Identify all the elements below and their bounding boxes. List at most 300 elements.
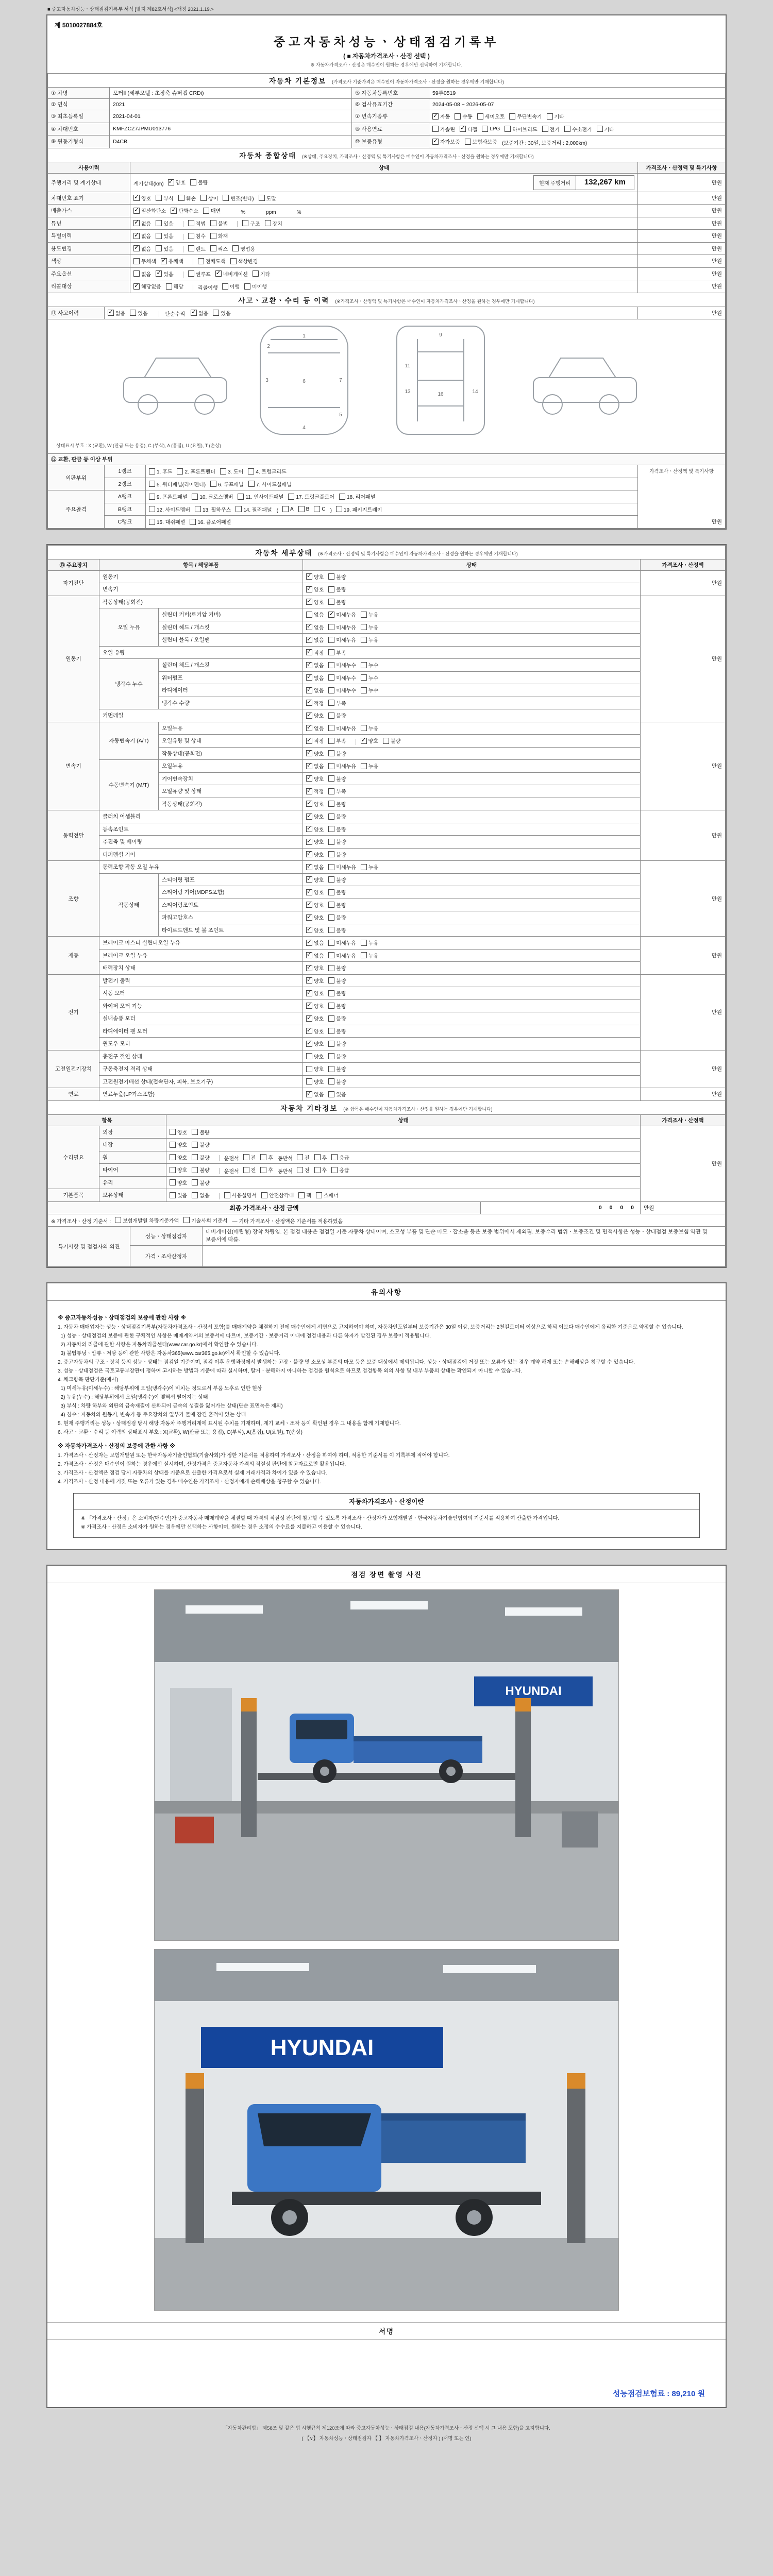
page-title: 중고자동차성능ㆍ상태점검기록부: [273, 35, 500, 48]
checkbox-label: 부족: [336, 650, 346, 656]
checkbox-label: 양호: [314, 714, 324, 719]
checkbox-icon: [282, 506, 289, 512]
price-cell: 만원: [640, 1050, 725, 1088]
checkbox-item: [156, 232, 173, 240]
checkbox-item: [210, 245, 228, 252]
item-checks: [303, 747, 641, 760]
checkbox-item: [192, 1128, 209, 1136]
checkbox-label: 양호: [314, 991, 324, 997]
etc-header-title: 자동차 기타정보: [280, 1104, 338, 1112]
checkbox-icon: [328, 649, 334, 655]
checkbox-label: 6. 루프패널: [218, 482, 244, 488]
checkbox-label: 장치: [272, 221, 282, 227]
checkbox-label: 누유: [368, 638, 379, 643]
checkbox-item: [361, 724, 378, 732]
item-checks: [303, 1088, 641, 1101]
item-checks: [303, 1075, 641, 1088]
etc-section-header: [48, 1100, 726, 1114]
checkbox-label: 4. 트렁크리드: [256, 469, 287, 475]
row-checks: [166, 1139, 641, 1151]
detail-row: [48, 937, 726, 950]
item-checks: [303, 924, 641, 937]
checkbox-label: 누수: [368, 663, 379, 669]
checkbox-checked-icon: [432, 113, 439, 120]
inline-text: 운전석: [224, 1168, 239, 1175]
checkbox-icon: [288, 494, 294, 500]
summary-row: [48, 192, 726, 205]
checkbox-icon: [244, 283, 250, 290]
checkbox-label: 스패너: [323, 1193, 339, 1199]
price-cell: 만원: [640, 974, 725, 1050]
checkbox-icon: [210, 233, 216, 239]
checkbox-label: C: [322, 506, 326, 512]
checkbox-item: [306, 775, 324, 783]
checkbox-icon: [331, 1167, 338, 1173]
row-checks: [166, 1126, 641, 1139]
item-label: 와이퍼 모터 기능: [99, 999, 303, 1012]
item-checks: [303, 911, 641, 924]
col-item: 항목 / 해당부품: [99, 559, 303, 570]
item-checks: [303, 608, 641, 621]
checkbox-label: 불량: [336, 1016, 346, 1022]
checkbox-icon: [170, 1129, 176, 1135]
col-state: 상태: [166, 1114, 641, 1126]
checkbox-label: 없음: [314, 663, 324, 669]
checkbox-icon: [361, 637, 367, 643]
price-cell: 만원: [640, 596, 725, 722]
checkbox-icon: [316, 1192, 322, 1198]
checkbox-icon: [328, 674, 334, 681]
checkbox-icon: [328, 624, 334, 630]
checkbox-icon: [328, 738, 334, 744]
checkbox-icon: [306, 1066, 312, 1072]
checkbox-label: 미세누유: [336, 726, 356, 732]
row-checks: [166, 1151, 641, 1164]
checkbox-item: [238, 493, 283, 500]
checkbox-label: 부족: [336, 739, 346, 744]
checkbox-label: 불량: [336, 840, 346, 845]
checkbox-label: 불법: [217, 221, 228, 227]
checkbox-icon: [328, 801, 334, 807]
inline-text: 동반석: [277, 1168, 293, 1175]
checkbox-label: 없음: [314, 764, 324, 770]
checkbox-icon: [336, 506, 342, 512]
checkbox-checked-icon: [306, 902, 312, 908]
checkbox-label: 세미오토: [484, 114, 505, 120]
inspector-label: 성능ㆍ상태점검자: [130, 1227, 203, 1246]
checkbox-item: [547, 112, 564, 120]
checkbox-item: [361, 952, 378, 959]
checkbox-label: 부족: [336, 701, 346, 707]
divider: [237, 221, 238, 227]
notice-paragraph: 6. 사고ㆍ교환ㆍ수리 등 이력의 상태표시 부호 : X(교환), W(판금 또는 용접), C(부식), A(흠집), U(요철), T(손상): [58, 1430, 303, 1436]
checkbox-icon: [198, 258, 204, 264]
checkbox-item: [297, 1154, 310, 1161]
checkbox-label: 누유: [368, 941, 379, 946]
row-checks: [130, 192, 638, 205]
exchange-row: [48, 465, 726, 478]
checkbox-item: [361, 762, 378, 770]
inspection-photo-1: [154, 1589, 619, 1941]
checkbox-label: A: [290, 506, 294, 512]
checkbox-icon: [564, 126, 570, 132]
checkbox-label: 불량: [336, 991, 346, 997]
checkbox-label: 불량: [336, 928, 346, 934]
item-checks: [303, 836, 641, 849]
checkbox-label: 미이행: [251, 284, 267, 290]
checkbox-item: [192, 1141, 209, 1148]
checkbox-label: 불량: [336, 903, 346, 909]
checkbox-item: [328, 876, 346, 884]
device-group-label: 동력전달: [48, 810, 99, 861]
checkbox-icon: [192, 1129, 198, 1135]
checkbox-label: 보험개발원 차량기준가액: [123, 1218, 179, 1224]
checkbox-checked-icon: [133, 195, 140, 201]
checkbox-label: 수소전기: [572, 127, 592, 133]
item-label: 오일누유: [159, 760, 303, 773]
checkbox-item: [328, 674, 356, 682]
exchange-row: [48, 503, 726, 516]
checkbox-item: [328, 964, 346, 972]
checkbox-icon: [328, 573, 334, 580]
checkbox-item: [192, 1191, 209, 1199]
checkbox-icon: [243, 1167, 249, 1173]
checkbox-label: 10. 크로스멤버: [199, 495, 233, 500]
checkbox-label: 누유: [368, 764, 379, 770]
etc-row: [48, 1164, 726, 1177]
checkbox-item: [331, 1166, 349, 1174]
zone-number: 9: [439, 332, 442, 338]
item-label: 실린더 커버(로커암 커버): [159, 608, 303, 621]
price-cell: 만원: [640, 1088, 725, 1101]
vehicle-damage-diagram: [116, 321, 657, 439]
sub-group-label: 냉각수 누수: [99, 659, 159, 709]
checkbox-icon: [361, 662, 367, 668]
checkbox-icon: [328, 902, 334, 908]
checkbox-item: [328, 939, 356, 946]
checkbox-item: [188, 219, 206, 227]
model-year-value: 2021: [110, 99, 352, 110]
appraisal-definition-body: [74, 1510, 699, 1537]
zone-number: 16: [438, 392, 444, 397]
checkbox-label: 렌트: [195, 246, 206, 252]
checkbox-item: [156, 219, 173, 227]
device-group-label: 조향: [48, 861, 99, 937]
detail-row: [48, 722, 726, 735]
item-checks: [303, 735, 641, 748]
price-cell: 만원: [640, 570, 725, 596]
checkbox-label: 있음: [138, 311, 148, 317]
checkbox-icon: [328, 965, 334, 971]
checkbox-checked-icon: [306, 990, 312, 996]
divider: [219, 1168, 220, 1174]
checkbox-item: [306, 585, 324, 593]
checkbox-label: 해당: [173, 284, 183, 290]
device-group-label: 고전원전기장치: [48, 1050, 99, 1088]
etc-table: [47, 1100, 726, 1202]
checkbox-item: [190, 178, 208, 186]
plate-number-value: 59루0519: [429, 88, 726, 99]
checkbox-item: [306, 800, 324, 808]
card-main-info: [46, 14, 727, 530]
checkbox-label: 없음: [314, 638, 324, 643]
checkbox-item: [170, 1154, 187, 1161]
checkbox-label: 응급: [339, 1155, 349, 1161]
item-label: 작동상태(공회전): [99, 596, 303, 608]
checkbox-icon: [170, 1167, 176, 1173]
checkbox-icon: [477, 113, 483, 120]
etc-row: [48, 1139, 726, 1151]
etc-group: 기본품목: [48, 1189, 99, 1202]
final-price-unit: 만원: [641, 1201, 726, 1214]
checkbox-item: [306, 649, 324, 656]
checkbox-label: 없음: [314, 726, 324, 732]
checkbox-checked-icon: [306, 649, 312, 655]
detail-row: [48, 810, 726, 823]
checkbox-item: [223, 194, 254, 202]
item-label: 원동기: [99, 570, 303, 583]
checkbox-label: 없음: [314, 675, 324, 682]
item-label: 실내송풍 모터: [99, 1012, 303, 1025]
vehicle-name-value: 포터Ⅱ (세부모델 : 초장축 슈퍼캡 CRDi): [110, 88, 352, 99]
checkbox-item: [161, 257, 183, 265]
checkbox-label: 불량: [336, 815, 346, 820]
basic-row: [48, 110, 726, 123]
summary-row: [48, 205, 726, 217]
notice-subtitle-1: ※ 중고자동차성능ㆍ상태점검의 보증에 관한 사항 ※: [58, 1315, 187, 1321]
checkbox-label: 양호: [314, 574, 324, 581]
row-checks: [130, 205, 638, 217]
row-label: 튜닝: [48, 217, 130, 230]
checkbox-item: [177, 467, 215, 475]
checkbox-label: 디젤: [467, 127, 478, 133]
inline-text: 리콜이행: [197, 285, 218, 291]
checkbox-icon: [248, 481, 255, 487]
notice-section-header: [47, 1283, 726, 1301]
item-label: 시동 모터: [99, 987, 303, 1000]
device-group-label: 변속기: [48, 722, 99, 810]
checkbox-icon: [542, 126, 548, 132]
transmission-checks: [429, 110, 726, 123]
checkbox-checked-icon: [215, 270, 222, 277]
checkbox-item: [282, 506, 294, 512]
checkbox-item: [361, 623, 378, 631]
etc-price-cell: 만원: [640, 1126, 725, 1201]
checkbox-item: [265, 219, 282, 227]
col-state: 상태: [130, 162, 638, 173]
item-label: 등속조인트: [99, 823, 303, 836]
checkbox-label: 불량: [336, 1004, 346, 1010]
device-group-label: 자기진단: [48, 570, 99, 596]
checkbox-label: 누수: [368, 675, 379, 682]
checkbox-checked-icon: [306, 1003, 312, 1009]
final-price-label: 최종 가격조사ㆍ산정 금액: [48, 1201, 481, 1214]
checkbox-label: 없음: [199, 1193, 210, 1199]
checkbox-item: [465, 138, 497, 145]
notice-paragraph: 3. 가격조사ㆍ산정액은 점검 당시 자동차의 상태를 기준으로 산출한 가격으로서 실제 거래가격과 차이가 있을 수 있습니다.: [58, 1470, 328, 1477]
inline-text: (: [276, 508, 278, 514]
item-checks: [303, 861, 641, 874]
row-label: 보유상태: [99, 1189, 166, 1202]
checkbox-icon: [505, 126, 511, 132]
field-label: ② 연식: [48, 99, 110, 110]
checkbox-icon: [328, 1028, 334, 1034]
checkbox-label: 응급: [339, 1168, 349, 1174]
checkbox-label: 양호: [314, 903, 324, 909]
checkbox-icon: [482, 126, 488, 132]
checkbox-icon: [361, 687, 367, 693]
checkbox-item: [133, 245, 151, 252]
checkbox-icon: [238, 494, 244, 500]
checkbox-checked-icon: [306, 599, 312, 605]
checkbox-label: 무단변속기: [517, 114, 542, 120]
item-label: 작동상태(공회전): [159, 747, 303, 760]
checkbox-label: 양호: [314, 978, 324, 985]
checkbox-item: [306, 913, 324, 921]
checkbox-item: [328, 1040, 346, 1047]
basic-info-table: [47, 73, 726, 148]
notice-list-1: [58, 1324, 715, 1436]
checkbox-label: 있음: [163, 234, 174, 240]
checkbox-label: 불량: [336, 600, 346, 606]
checkbox-item: [328, 711, 346, 719]
checkbox-item: [306, 901, 324, 909]
checkbox-icon: [223, 195, 229, 201]
checkbox-label: 2. 프론트펜더: [184, 469, 215, 475]
checkbox-item: [243, 1166, 256, 1174]
checkbox-checked-icon: [156, 270, 162, 277]
checkbox-checked-icon: [306, 637, 312, 643]
checkbox-item: [306, 1027, 324, 1035]
checkbox-icon: [261, 1192, 267, 1198]
checkbox-label: 없음: [314, 613, 324, 618]
checkbox-label: 18. 리어패널: [346, 495, 376, 500]
notice-paragraph: ※ 「가격조사ㆍ산정」은 소비자(매수인)가 중고자동차 매매계약을 체결할 때 가격의 적절성 판단에 참고할 수 있도록 가격조사ㆍ산정자가 보험개발원ㆍ한국자동차기술인협회의 기준서를 적용하여 산출한 가격입니다.: [81, 1516, 560, 1522]
row-label: 휠: [99, 1151, 166, 1164]
checkbox-label: 썬루프: [195, 272, 211, 278]
checkbox-label: 양호: [314, 751, 324, 757]
checkbox-checked-icon: [108, 310, 114, 316]
checkbox-checked-icon: [133, 283, 140, 290]
checkbox-icon: [183, 1217, 190, 1223]
fuel-checks: [429, 123, 726, 135]
checkbox-item: [336, 505, 382, 513]
checkbox-item: [253, 270, 270, 278]
checkbox-icon: [130, 310, 136, 316]
sub-group-label: 오일 누유: [99, 608, 159, 647]
checkbox-icon: [361, 725, 367, 731]
checkbox-item: [306, 699, 324, 707]
checkbox-checked-icon: [306, 775, 312, 782]
checkbox-checked-icon: [306, 750, 312, 756]
checkbox-item: [328, 1078, 346, 1086]
checkbox-label: 전기: [549, 127, 560, 133]
checkbox-label: 양호: [177, 1143, 188, 1148]
inline-text: (보증기간 : 30일, 보증거리 : 2,000km): [501, 140, 587, 146]
detail-row: [48, 709, 726, 722]
checkbox-item: [192, 1154, 209, 1161]
checkbox-label: 없음: [314, 1092, 324, 1098]
item-checks: [303, 962, 641, 975]
summary-table: [47, 148, 726, 293]
exchange-checks: [146, 478, 638, 490]
checkbox-label: 있음: [163, 221, 174, 227]
checkbox-icon: [170, 1179, 176, 1185]
checkbox-item: [455, 112, 472, 120]
checkbox-checked-icon: [133, 245, 140, 251]
checkbox-item: [328, 1053, 346, 1060]
checkbox-item: [328, 901, 346, 909]
zone-number: 13: [405, 389, 411, 395]
checkbox-label: 1. 후드: [157, 469, 173, 475]
checkbox-checked-icon: [306, 788, 312, 794]
checkbox-item: [361, 611, 378, 618]
checkbox-item: [328, 623, 356, 631]
checkbox-icon: [192, 1179, 198, 1185]
checkbox-item: [328, 598, 346, 606]
checkbox-icon: [306, 1053, 312, 1059]
checkbox-checked-icon: [361, 738, 367, 744]
item-checks: [303, 798, 641, 810]
field-label: ⑩ 보증유형: [352, 135, 429, 148]
row-checks: [130, 242, 638, 255]
field-label: ⑨ 원동기형식: [48, 135, 110, 148]
checkbox-item: [170, 1166, 187, 1174]
field-label: ③ 최초등록일: [48, 110, 110, 123]
zone-number: 2: [267, 344, 270, 349]
checkbox-checked-icon: [460, 126, 466, 132]
exchange-checks: [146, 503, 638, 516]
checkbox-label: 영업용: [240, 246, 256, 252]
checkbox-item: [306, 661, 324, 669]
checkbox-item: [183, 1216, 227, 1224]
exchange-checks: [146, 465, 638, 478]
col-device: ⑬ 주요장치: [48, 559, 99, 570]
checkbox-label: 수동: [462, 114, 473, 120]
item-label: 라디에이터 팬 모터: [99, 1025, 303, 1038]
checkbox-label: 침수: [195, 234, 206, 240]
checkbox-item: [213, 309, 230, 317]
checkbox-label: 9. 프론트패널: [157, 495, 188, 500]
item-checks: [303, 709, 641, 722]
checkbox-item: [432, 112, 450, 120]
checkbox-item: [328, 724, 356, 732]
checkbox-label: 미세누유: [336, 941, 356, 946]
checkbox-checked-icon: [432, 139, 439, 145]
field-label: ⑦ 변속기종류: [352, 110, 429, 123]
checkbox-label: 자가보증: [440, 140, 460, 145]
field-label: ⑥ 검사유효기간: [352, 99, 429, 110]
row-label: 리콜대상: [48, 280, 130, 293]
zone-number: 5: [339, 412, 342, 418]
checkbox-label: 양호: [314, 852, 324, 858]
checkbox-icon: [192, 494, 198, 500]
checkbox-item: [259, 194, 276, 202]
detail-table-body: [48, 570, 726, 1100]
item-checks: [303, 848, 641, 861]
price-cell: 만원: [637, 242, 725, 255]
row-checks: [166, 1189, 641, 1202]
row-label: 유리: [99, 1176, 166, 1189]
detail-row: [48, 836, 726, 849]
item-label: 변속기: [99, 583, 303, 596]
checkbox-icon: [242, 220, 248, 226]
checkbox-item: [328, 1027, 346, 1035]
accident-table: [47, 293, 726, 529]
checkbox-item: [210, 480, 244, 488]
field-label: ⑧ 사용연료: [352, 123, 429, 135]
checkbox-item: [260, 1154, 273, 1161]
